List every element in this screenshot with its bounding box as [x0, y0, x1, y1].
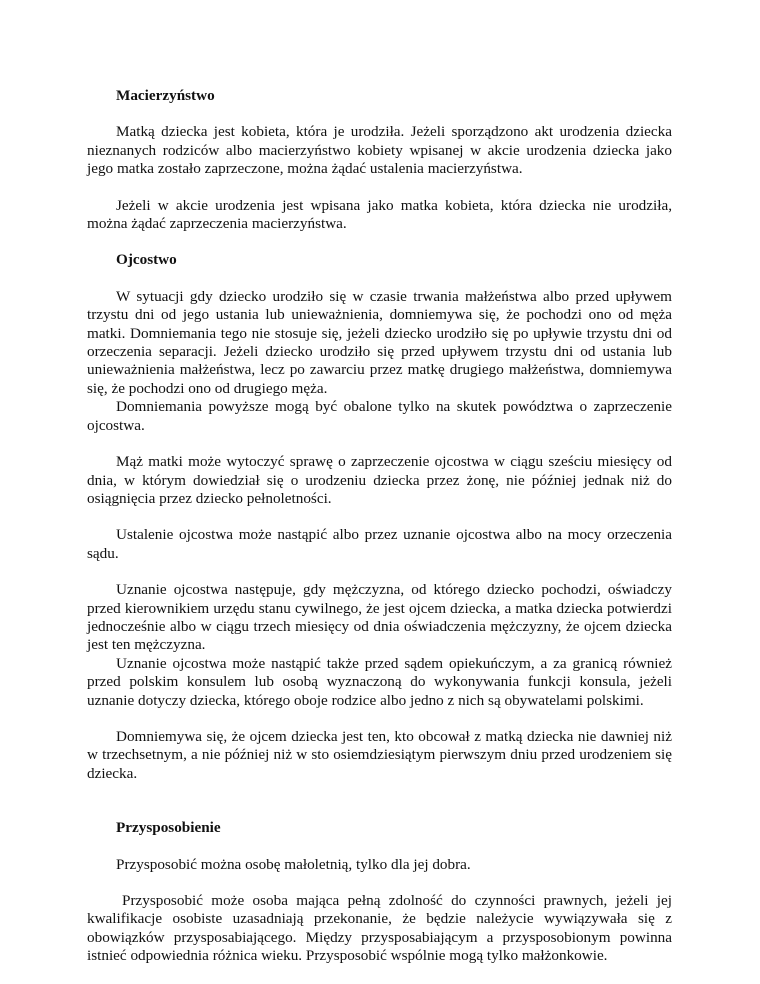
- paragraph: Domniemania powyższe mogą być obalone tylko na skutek powództwa o zaprzeczenie ojcostwa.: [87, 398, 672, 434]
- paragraph: Jeżeli w akcie urodzenia jest wpisana jako matka kobieta, która dziecka nie urodziła, można żądać zaprzeczenia macierzyństwa.: [87, 196, 672, 233]
- paragraph: W sytuacji gdy dziecko urodziło się w czasie trwania małżeństwa albo przed upływem trzystu dni od jego ustania lub unieważnienia, domniemywa się, że pochodzi ono od męża matki. Domniemania tego nie stosuje się, jeżeli dziecko urodziło się po upływie trzystu dni od orzeczenia separacji. Jeżeli dziecko urodziło się przed upływem trzystu dni od ustania lub unieważnienia małżeństwa, lecz po zawarciu przez matkę drugiego małżeństwa, domniemywa się, że pochodzi ono od drugiego męża.: [87, 287, 672, 397]
- section-heading-przysposobienie: Przysposobienie: [116, 819, 221, 837]
- paragraph: Ustalenie ojcostwa może nastąpić albo przez uznanie ojcostwa albo na mocy orzeczenia sądu.: [87, 526, 672, 562]
- paragraph: Uznanie ojcostwa może nastąpić także przed sądem opiekuńczym, a za granicą również przed polskim konsulem lub osobą wyznaczoną do wykonywania funkcji konsula, jeżeli uznanie dotyczy dziecka, którego oboje rodzice albo jedno z nich są obywatelami polskimi.: [87, 654, 672, 709]
- document-body: [87, 87, 672, 966]
- section-heading-ojcostwo: Ojcostwo: [116, 251, 177, 269]
- paragraph: Uznanie ojcostwa następuje, gdy mężczyzna, od którego dziecko pochodzi, oświadczy przed kierownikiem urzędu stanu cywilnego, że jest ojcem dziecka, a matka dziecka potwierdzi jednocześnie albo w ciągu trzech miesięcy od dnia oświadczenia mężczyzny, że ojcem dziecka jest ten mężczyzna.: [87, 581, 672, 654]
- paragraph: Mąż matki może wytoczyć sprawę o zaprzeczenie ojcostwa w ciągu sześciu miesięcy od dnia, w którym dowiedział się o urodzeniu dziecka przez żonę, nie później jednak niż do osiągnięcia przez dziecko pełnoletności.: [87, 453, 672, 507]
- paragraph: Domniemywa się, że ojcem dziecka jest ten, kto obcował z matką dziecka nie dawniej niż w trzechsetnym, a nie później niż w sto osiemdziesiątym pierwszym dniu przed urodzeniem się dziecka.: [87, 727, 672, 782]
- paragraph: Przysposobić można osobę małoletnią, tylko dla jej dobra.: [116, 855, 471, 873]
- section-heading-macierzynstwo: Macierzyństwo: [116, 87, 215, 104]
- paragraph: Matką dziecka jest kobieta, która je urodziła. Jeżeli sporządzono akt urodzenia dziecka nieznanych rodziców albo macierzyństwo kobiety wpisanej w akcie urodzenia dziecka jako jego matka zostało zaprzeczone, można żądać ustalenia macierzyństwa.: [87, 123, 672, 178]
- paragraph: Przysposobić może osoba mająca pełną zdolność do czynności prawnych, jeżeli jej kwalifikacje osobiste uzasadniają przekonanie, że będzie należycie wywiązywała się z obowiązków przysposabiającego. Między przysposabiającym a przysposobionym powinna istnieć odpowiednia różnica wieku. Przysposobić wspólnie mogą tylko małżonkowie.: [87, 892, 672, 965]
